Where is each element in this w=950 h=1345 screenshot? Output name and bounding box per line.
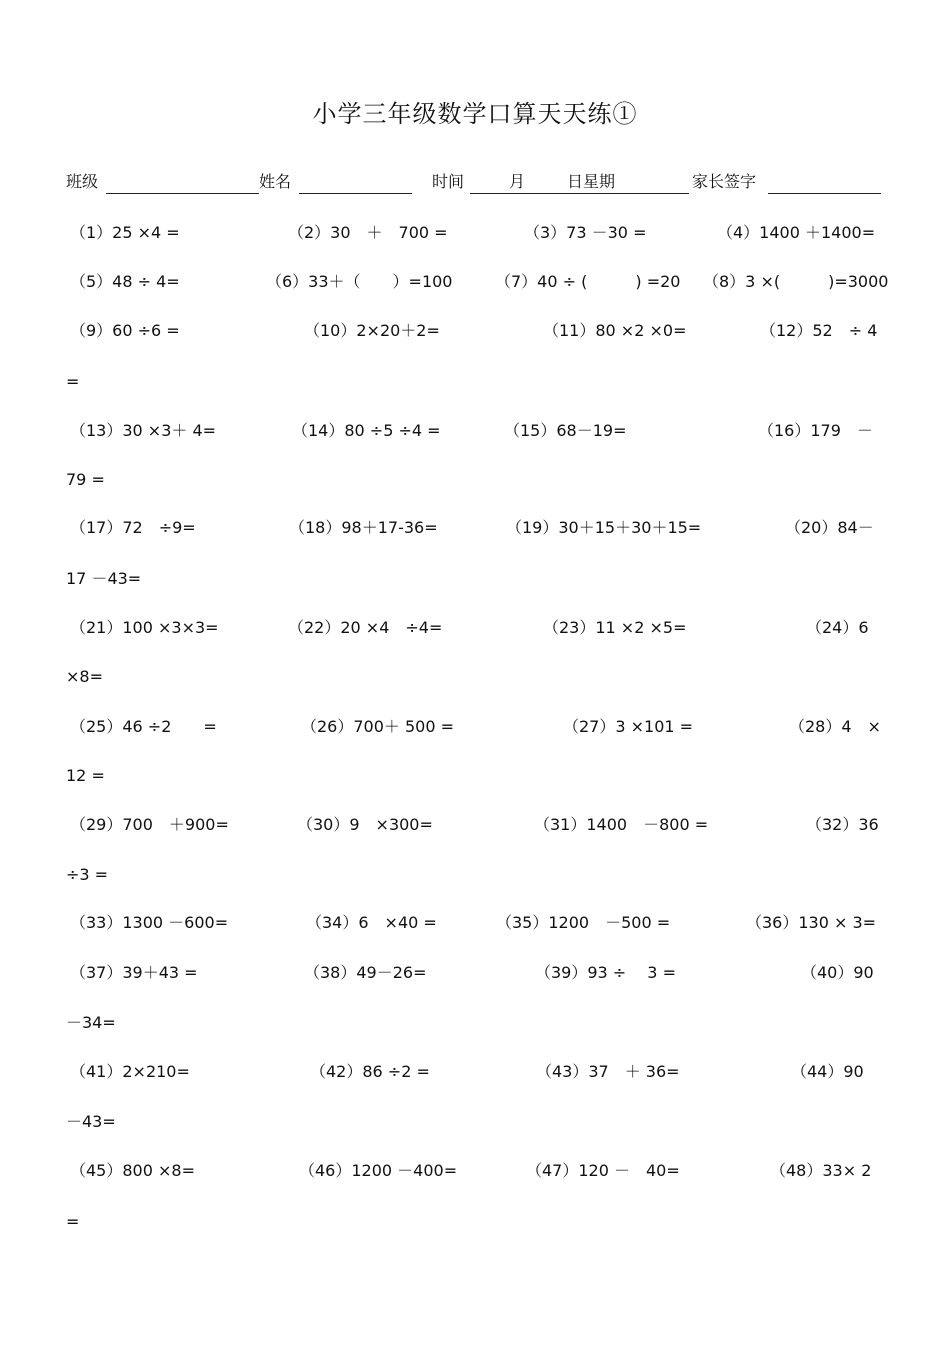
problem-9: （9）60 ÷6 =: [70, 321, 180, 340]
problem-15: （15）68－19=: [504, 421, 627, 440]
problem-24: （24）6: [806, 618, 869, 637]
problem-45: （45）800 ×8=: [70, 1161, 195, 1180]
problem-17: （17）72 ÷9=: [70, 518, 196, 537]
problem-2: （2）30 ＋ 700 =: [288, 223, 448, 242]
problem-20: （20）84－: [785, 518, 874, 537]
problem-38: （38）49－26=: [304, 963, 427, 982]
problem-34: （34）6 ×40 =: [306, 913, 437, 932]
problem-18: （18）98＋17-36=: [289, 518, 438, 537]
problem-31: （31）1400 －800 =: [534, 815, 709, 834]
problem-7: （7）40 ÷ ( ) =20: [495, 272, 681, 291]
problem-44-continued: －43=: [66, 1112, 116, 1131]
problem-41: （41）2×210=: [70, 1062, 190, 1081]
problem-1: （1）25 ×4 =: [70, 223, 180, 242]
name-blank[interactable]: [299, 193, 412, 194]
problem-16: （16）179 －: [758, 421, 873, 440]
page-title: 小学三年级数学口算天天练①: [312, 100, 638, 128]
problem-4: （4）1400 ＋1400=: [717, 223, 876, 242]
problem-32-continued: ÷3 =: [66, 865, 109, 884]
problem-35: （35）1200 －500 =: [496, 913, 671, 932]
problem-46: （46）1200 －400=: [299, 1161, 458, 1180]
problem-6: （6）33＋（ ）=100: [266, 272, 453, 291]
problem-5: （5）48 ÷ 4=: [70, 272, 180, 291]
problem-26: （26）700＋ 500 =: [301, 717, 455, 736]
problem-28-continued: 12 =: [66, 766, 105, 785]
time-label: 时间: [432, 172, 465, 191]
problem-10: （10）2×20＋2=: [304, 321, 440, 340]
date-blank[interactable]: [470, 193, 689, 194]
problem-36: （36）130 × 3=: [746, 913, 877, 932]
problem-43: （43）37 ＋ 36=: [536, 1062, 680, 1081]
problem-44: （44）90: [791, 1062, 864, 1081]
parent-sign-label: 家长签字: [692, 172, 757, 191]
problem-37: （37）39＋43 =: [70, 963, 198, 982]
problem-24-continued: ×8=: [66, 667, 103, 686]
problem-28: （28）4 ×: [789, 717, 881, 736]
problem-33: （33）1300 －600=: [70, 913, 229, 932]
class-blank[interactable]: [106, 193, 259, 194]
problem-12: （12）52 ÷ 4: [760, 321, 878, 340]
problem-13: （13）30 ×3＋ 4=: [70, 421, 217, 440]
problem-19: （19）30＋15＋30＋15=: [506, 518, 702, 537]
problem-25: （25）46 ÷2 =: [70, 717, 217, 736]
problem-39: （39）93 ÷ 3 =: [535, 963, 676, 982]
problem-40-continued: －34=: [66, 1013, 116, 1032]
problem-48: （48）33× 2: [770, 1161, 872, 1180]
problem-40: （40）90: [801, 963, 874, 982]
problem-12-continued: =: [66, 372, 80, 391]
problem-16-continued: 79 =: [66, 470, 105, 489]
problem-29: （29）700 ＋900=: [70, 815, 229, 834]
day-week-label: 日星期: [567, 172, 616, 191]
problem-48-continued: =: [66, 1212, 80, 1231]
name-label: 姓名: [259, 172, 292, 191]
problem-8: （8）3 ×( )=3000: [703, 272, 889, 291]
problem-14: （14）80 ÷5 ÷4 =: [292, 421, 441, 440]
problem-47: （47）120 － 40=: [526, 1161, 680, 1180]
class-label: 班级: [66, 172, 99, 191]
problem-32: （32）36: [806, 815, 879, 834]
month-label: 月: [509, 172, 526, 191]
problem-20-continued: 17 －43=: [66, 569, 142, 588]
problem-3: （3）73 －30 =: [524, 223, 647, 242]
problem-42: （42）86 ÷2 =: [310, 1062, 430, 1081]
problem-22: （22）20 ×4 ÷4=: [288, 618, 443, 637]
problem-11: （11）80 ×2 ×0=: [543, 321, 687, 340]
problem-21: （21）100 ×3×3=: [70, 618, 219, 637]
problem-27: （27）3 ×101 =: [563, 717, 694, 736]
problem-23: （23）11 ×2 ×5=: [543, 618, 687, 637]
parent-sign-blank[interactable]: [768, 193, 881, 194]
problem-30: （30）9 ×300=: [297, 815, 433, 834]
